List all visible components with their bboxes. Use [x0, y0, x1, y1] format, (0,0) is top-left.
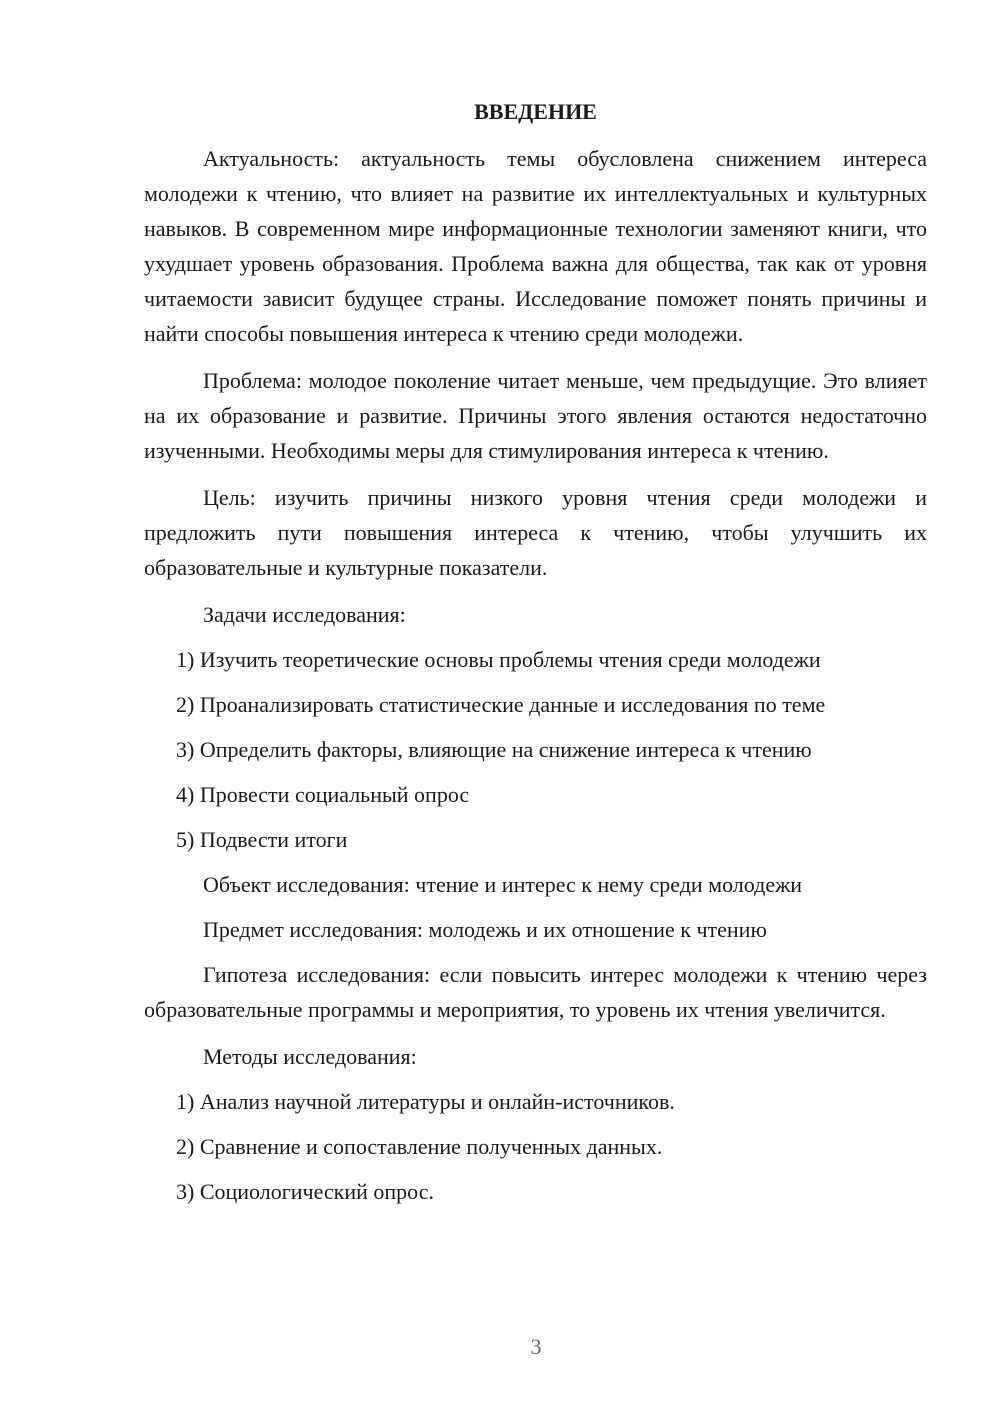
list-item: 2) Сравнение и сопоставление полученных данных. [176, 1134, 663, 1159]
list-item: 1) Анализ научной литературы и онлайн-источников. [176, 1089, 675, 1114]
methods-list [144, 1084, 927, 1209]
section-title: ВВЕДЕНИЕ [474, 99, 597, 124]
list-item: 3) Определить факторы, влияющие на снижение интереса к чтению [176, 737, 812, 762]
hypothesis-paragraph: Гипотеза исследования: если повысить интерес молодежи к чтению через образовательные программы и мероприятия, то уровень их чтения увеличится. [144, 962, 927, 1022]
methods-heading: Методы исследования: [203, 1044, 417, 1069]
research-object: Объект исследования: чтение и интерес к нему среди молодежи [203, 872, 803, 897]
tasks-list [144, 642, 927, 857]
relevance-paragraph: Актуальность: актуальность темы обусловлена снижением интереса молодежи к чтению, что влияет на развитие их интеллектуальных и культурных навыков. В современном мире информационные технологии заменяют книги, что ухудшает уровень образования. Проблема важна для общества, так как от уровня читаемости зависит будущее страны. Исследование поможет понять причины и найти способы повышения интереса к чтению среди молодежи. [144, 146, 927, 346]
page-number: 3 [530, 1334, 542, 1359]
tasks-heading: Задачи исследования: [203, 602, 406, 627]
list-item: 3) Социологический опрос. [176, 1179, 434, 1204]
list-item: 4) Провести социальный опрос [176, 782, 470, 807]
list-item: 1) Изучить теоретические основы проблемы чтения среди молодежи [176, 647, 821, 672]
document-body [144, 94, 927, 1219]
list-item: 2) Проанализировать статистические данные и исследования по теме [176, 692, 826, 717]
research-subject: Предмет исследования: молодежь и их отношение к чтению [203, 917, 767, 942]
goal-paragraph: Цель: изучить причины низкого уровня чтения среди молодежи и предложить пути повышения интереса к чтению, чтобы улучшить их образовательные и культурные показатели. [144, 485, 927, 580]
list-item: 5) Подвести итоги [176, 827, 348, 852]
problem-paragraph: Проблема: молодое поколение читает меньше, чем предыдущие. Это влияет на их образование и развитие. Причины этого явления остаются недостаточно изученными. Необходимы меры для стимулирования интереса к чтению. [144, 368, 927, 463]
